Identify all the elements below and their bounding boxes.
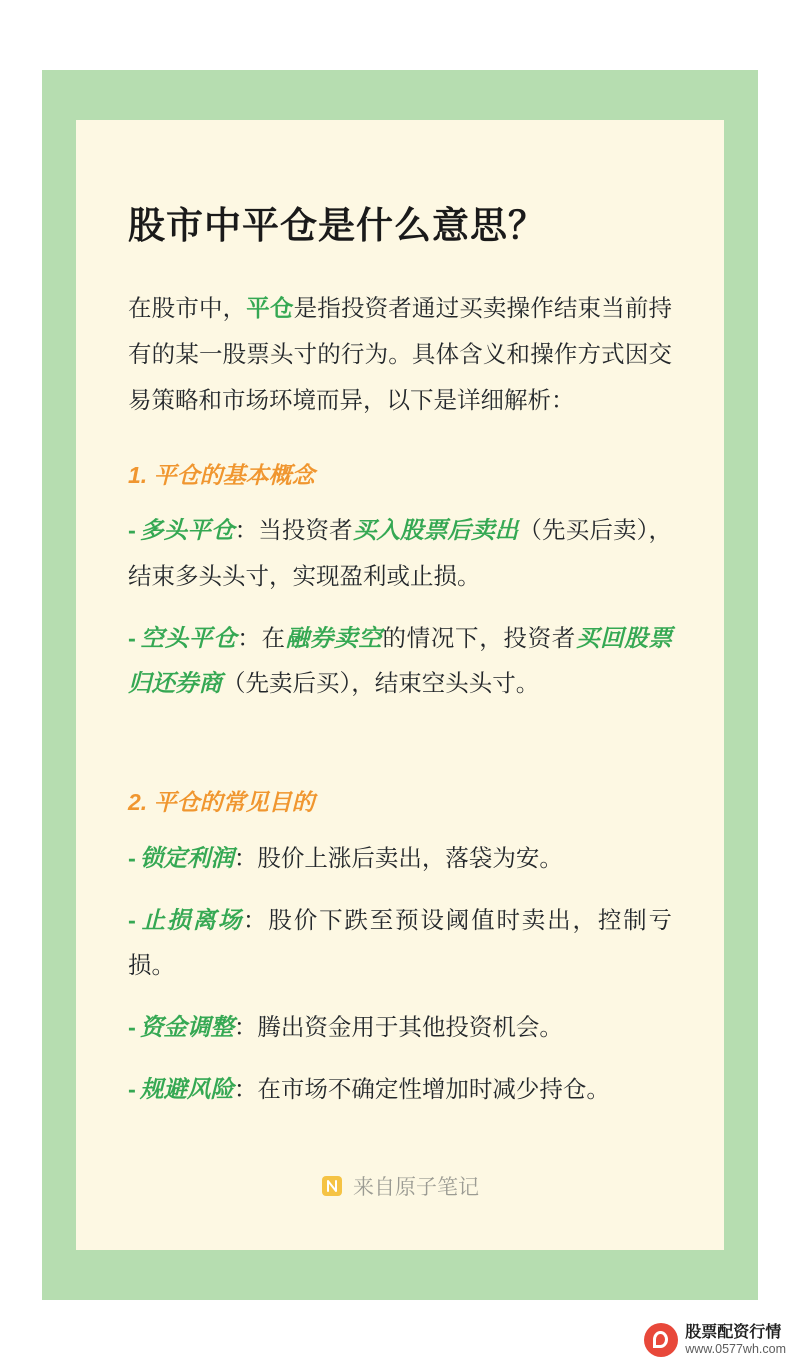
item-text-after: 股价上涨后卖出，落袋为安。 [257,844,563,871]
list-item [128,616,672,708]
intro-text-before: 在股市中， [128,295,247,322]
bullet-dash: - [128,906,136,933]
term-label: 锁定利润 [139,844,234,871]
bullet-dash: - [128,844,136,871]
intro-text-after: 是指投资者通过买卖操作结束当前持有的某一股票头寸的行为。具体含义和操作方式因交易策略和市场环境而异，以下是详细解析： [128,295,673,413]
intro-paragraph [128,286,672,423]
watermark-site-url: www.0577wh.com [685,1342,786,1356]
item-text-after: （先买后卖），结束多头头寸，实现盈利或止损。 [128,517,673,589]
item-text-before: 在 [261,624,286,651]
item-text-after: 股价下跌至预设阈值时卖出，控制亏损。 [128,906,673,979]
item-text-after: （先卖后买），结束空头头寸。 [222,670,540,697]
term-label: 规避风险 [139,1076,234,1103]
term-separator: ： [243,906,269,933]
item-inline-highlight: 融券卖空 [285,624,383,651]
list-item [128,1005,672,1051]
page-title: 股市中平仓是什么意思？ [128,205,546,246]
watermark-logo-icon [644,1323,678,1357]
bullet-dash: - [128,517,136,544]
content-card [76,120,724,1250]
notes-logo-icon [321,1175,343,1197]
term-separator: ： [233,1076,258,1103]
term-separator: ： [237,624,262,651]
watermark [644,1323,786,1357]
card-footer [128,1171,672,1201]
section-heading-1: 1. 平仓的基本概念 [128,461,315,488]
term-separator: ： [233,844,258,871]
footer-text: 来自原子笔记 [353,1175,479,1199]
watermark-text-group [685,1324,786,1357]
intro-highlight: 平仓 [246,295,294,322]
watermark-site-name: 股票配资行情 [685,1323,782,1341]
bullet-dash: - [128,624,136,651]
bullet-dash: - [128,1014,136,1041]
bullet-dash: - [128,1076,136,1103]
list-item [128,1067,672,1113]
item-text-mid: 的情况下，投资者 [382,624,576,651]
term-label: 止损离场 [139,906,244,933]
term-label: 资金调整 [139,1014,234,1041]
list-item [128,898,672,990]
term-separator: ： [234,517,259,544]
list-item [128,508,672,600]
item-text-before: 当投资者 [258,517,353,544]
list-item [128,836,672,882]
item-inline-highlight: 买入股票后卖出 [352,517,519,544]
item-inline-highlight-2: 买回股票归还券商 [128,624,673,697]
term-label: 多头平仓 [139,517,235,544]
item-text-after: 在市场不确定性增加时减少持仓。 [257,1076,610,1103]
section-spacer [128,723,672,755]
item-text-after: 腾出资金用于其他投资机会。 [257,1014,563,1041]
term-separator: ： [233,1014,258,1041]
section-heading-2: 2. 平仓的常见目的 [128,789,315,816]
term-label: 空头平仓 [139,624,238,651]
